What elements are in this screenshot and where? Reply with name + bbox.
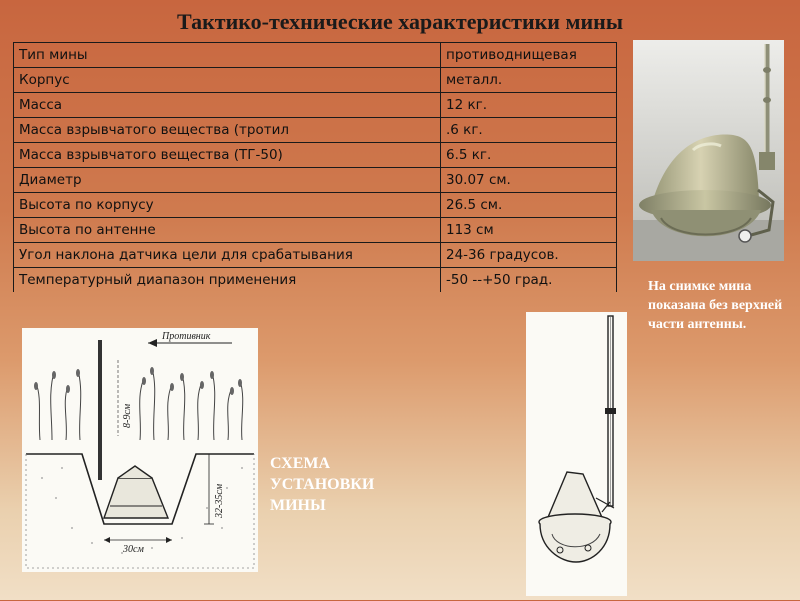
table-row (14, 93, 617, 118)
installation-diagram (22, 328, 258, 572)
table-row (14, 143, 617, 168)
param-name: Масса взрывчатого вещества (ТГ-50) (14, 143, 441, 168)
table-row (14, 268, 617, 293)
slide-title: Тактико-технические характеристики мины (176, 9, 623, 34)
mine-photo (633, 40, 784, 261)
param-value: металл. (441, 68, 617, 93)
table-row (14, 168, 617, 193)
mine-sketch (526, 312, 627, 596)
table-row (14, 118, 617, 143)
param-name: Высота по корпусу (14, 193, 441, 218)
param-name: Масса взрывчатого вещества (тротил (14, 118, 441, 143)
param-value: 30.07 см. (441, 168, 617, 193)
width-label: 30см (123, 544, 144, 555)
param-name: Корпус (14, 68, 441, 93)
table-row (14, 193, 617, 218)
param-name: Угол наклона датчика цели для срабатывания (14, 243, 441, 268)
param-value: 113 см (441, 218, 617, 243)
table-row (14, 243, 617, 268)
param-name: Масса (14, 93, 441, 118)
param-value: противоднищевая (441, 43, 617, 68)
table-row (14, 218, 617, 243)
param-value: 26.5 см. (441, 193, 617, 218)
depth-label: 32-35см (214, 483, 225, 518)
table-row (14, 43, 617, 68)
param-name: Тип мины (14, 43, 441, 68)
param-value: 6.5 кг. (441, 143, 617, 168)
height-label: 8-9см (122, 403, 133, 428)
param-value: -50 --+50 град. (441, 268, 617, 293)
param-value: 24-36 градусов. (441, 243, 617, 268)
param-name: Диаметр (14, 168, 441, 193)
param-name: Температурный диапазон применения (14, 268, 441, 293)
enemy-label: Противник (162, 331, 211, 342)
scheme-label: СХЕМА УСТАНОВКИ МИНЫ (270, 455, 375, 514)
param-name: Высота по антенне (14, 218, 441, 243)
param-value: 12 кг. (441, 93, 617, 118)
table-row (14, 68, 617, 93)
param-value: .6 кг. (441, 118, 617, 143)
photo-caption: На снимке мина показана без верхней части антенны. (648, 279, 783, 332)
specs-table (13, 42, 617, 292)
